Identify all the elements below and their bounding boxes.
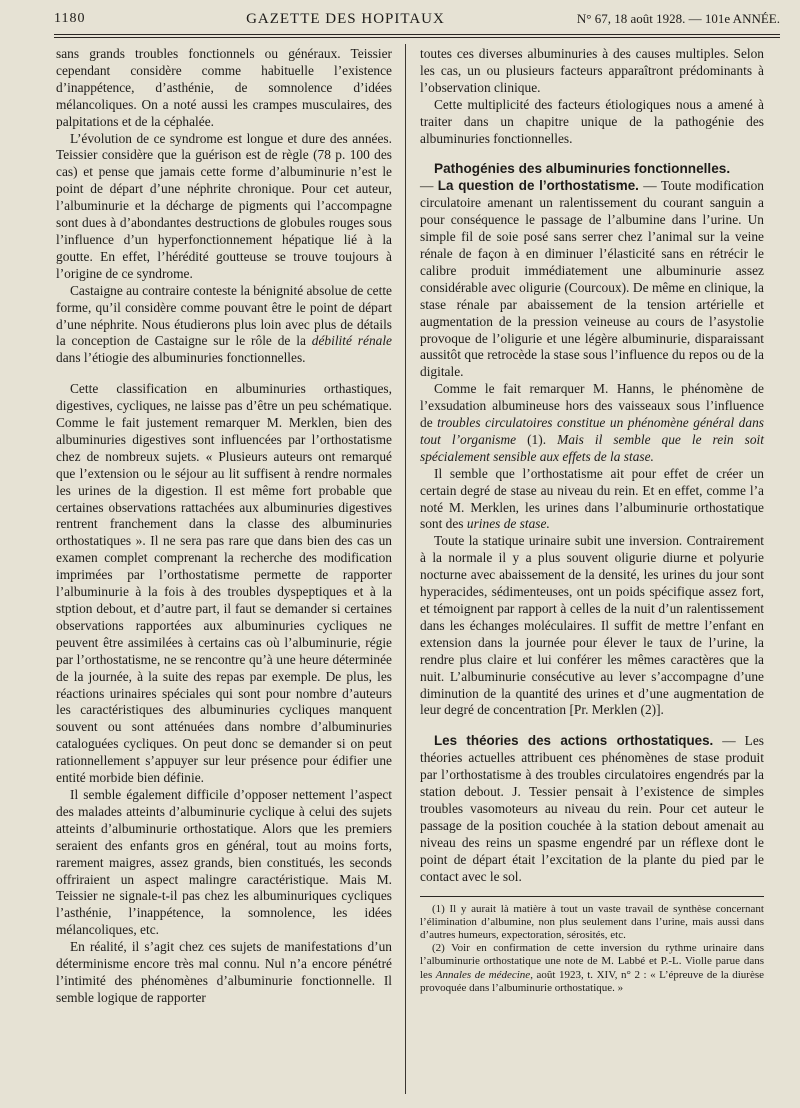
paragraph: toutes ces diverses albuminuries à des causes multiples. Selon les cas, un ou plusieurs facteurs apparaîtront prédominants à l’observation clinique. [420,46,764,95]
text-run: Toute modification circulatoire amenant un ralentissement du courant sanguin a pour conséquence le passage de l’albumine dans l’urine. Un simple fil de soie posé sans serrer chez l’animal sur la veine rénale de façon à en diminuer l’élasticité sans en rétrécir le calibre produit immédiatement une albuminurie assez considérable avec oligurie (Courcoux). De même en clinique, la stase rénale par abaissement de la tension artérielle et augmentation de la pression veineuse au cours de l’asystolie provoque de l’oligurie et une légère albuminurie, disparaissant aussitôt que retrocède la stase sous l’influence du repos ou de la digitale. [420,178,764,380]
issue-info: N° 67, 18 août 1928. — 101e ANNÉE. [576,11,780,26]
spacer [56,367,392,381]
paragraph [420,381,764,466]
text-run: dans l’étiogie des albuminuries fonctionnelles. [56,350,306,366]
italic-term: Mais il semble que le rein soit spécialement sensible aux effets de la stase. [420,431,764,464]
italic-term: débilité rénale [311,333,392,349]
text-run: (2) Voir en confirmation de cette inversion du rythme urinaire dans l’albuminurie orthostatique une note de M. Labbé et P.-L. Violle parue dans les [420,942,764,981]
italic-term: Annales de médecine [435,968,531,981]
page-number: 1180 [54,11,86,26]
paragraph: En réalité, il s’agit chez ces sujets de manifestations d’un déterminisme encore très mal connu. Nul n’a encore pénétré l’intimité des phénomènes d’albuminurie fonctionnelle. Il semble logique de rapporter [56,939,392,1005]
subsection-heading: La question de l’orthostatisme. [437,178,639,194]
paragraph: Cette classification en albuminuries orthastiques, digestives, cycliques, ne laisse pas d’être un peu schématique. Comme le fait justement remarquer M. Merklen, bien des albuminuries digestives sont influencées par l’orthostatisme chez de nombreux sujets. « Plusieurs auteurs ont remarqué que l’extension ou le séjour au lit suffisent à rendre normales les urines de la digestion. Il est même fort probable que certaines observations rattachées aux albuminuries digestives rentrent franchement dans la classe des albuminuries orthostatiques ». Il ne sera pas rare que dans bien des cas un examen complet comprenant la recherche des modification imprimées par l’orthostatisme permette de rapporter l’albuminurie à la fois à des troubles dyspeptiques et à la stption debout, et d’autre part, il faut se demander si certaines observations rapportées aux albuminuries cycliques ne peuvent être assimilées à certains cas où l’albuminurie, régie par l’orthostatisme, ne se rencontre qu’à une heure déterminée de la journée, à la suite des repas par exemple. De plus, les réactions urinaires spéciales qui sont pour nombre d’auteurs les caractéristiques des albuminuries cycliques manquent souvent ou sont atténuées dans nombre d’albuminuries cataloguées cycliques. On peut donc se demander si on peut rationnellement s’appuyer sur leur présence pour édifier une entité morbide bien définie. [56,381,392,786]
journal-title: GAZETTE DES HOPITAUX [246,10,445,27]
spacer [420,719,764,733]
text-run: , août 1923, t. XIV, n° 2 : « L’épreuve de la diurèse provoquée dans l’albuminurie orthostatique. » [420,968,764,994]
paragraph: Il semble également difficile d’opposer nettement l’aspect des malades atteints d’albuminurie cyclique à celui des sujets atteints d’albuminurie orthostatique. Alors que les premiers seraient des enfants gros en général, tout au moins forts, rarement maigres, assez grands, bien constitués, les seconds offriraient un aspect malingre caractéristique. Mais M. Teissier ne signale-t-il pas chez les albuminuriques cycliques l’asthénie, l’inappétence, la somnolence, les idées mélancoliques, etc. [56,786,392,938]
spacer [420,147,764,161]
column-divider [405,44,406,1094]
subsection-heading: Les théories des actions orthostatiques. [434,733,714,749]
italic-term: troubles circulatoires constitue un phénomène général dans tout l’organisme [420,415,764,447]
running-header [54,8,780,30]
footnote [420,942,764,995]
footnote-rule [420,896,764,897]
section-paragraph: Pathogénies des albuminuries fonctionnelles. — La question de l’orthostatisme. — Toute modification circulatoire amenant un ralentissement du courant sanguin a pour conséquence le passage de l’albumine dans l’urine. Un simple fil de soie posé sans serrer chez l’animal sur la veine rénale de façon à en diminuer l’élasticité sans en rétrécir le calibre produit immédiatement une albuminurie assez considérable avec oligurie (Courcoux). De même en clinique, la stase rénale par abaissement de la tension artérielle et augmentation de la pression veineuse au cours de l’asystolie provoque de l’oligurie et une légère albuminurie, disparaissant aussitôt que retrocède la stase sous l’influence du repos ou de la digitale. [420,161,764,380]
text-run: Comme le fait remarquer M. Hanns, le phénomène de l’exsudation albumineuse hors des vaisseaux sous l’influence de [420,381,764,431]
header-rule [54,34,780,38]
text-run: Il semble que l’orthostatisme ait pour effet de créer un certain degré de stase au niveau du rein. Et en effet, comme l’a noté M. Merklen, les urines dans l’albuminurie orthostatique sont des [420,465,764,532]
paragraph [420,466,764,534]
italic-term: urines de stase. [466,516,550,532]
paragraph: Toute la statique urinaire subit une inversion. Contrairement à la normale il y a plus souvent oligurie diurne et polyurie nocturne avec abaissement de la densité, les urines du jour sont hyperacides, sédimenteuses, ont un poids spécifique assez fort, et témoignent par rapport à celles de la nuit d’un ralentissement dans les échanges moléculaires. Il suffit de mettre l’enfant en extension dans la journée pour élever le taux de l’urine, la rendre plus claire et lui conférer les mêmes caractères que la nuit. L’albuminurie consécutive au lever s’accompagne d’une diminution de la quantité des urines et d’une augmentation de leur degré de concentration [Pr. Merklen (2)]. [420,533,764,718]
section-heading: Pathogénies des albuminuries fonctionnelles. [434,161,731,177]
text-run: Castaigne au contraire conteste la bénignité absolue de cette forme, qu’il considère comme pouvant être le point de départ d’une néphrite. Nous étudierons plus loin avec plus de détails la conception de Castaigne sur le rôle de la [56,282,392,349]
paragraph: sans grands troubles fonctionnels ou généraux. Teissier cependant considère comme habituelle l’existence d’inappétence, d’asthénie, de somnolence d’idées mélancoliques. On a noté aussi les crampes musculaires, des palpitations et de la céphalée. [56,46,392,129]
paragraph: L’évolution de ce syndrome est longue et dure des années. Teissier considère que la guérison est de règle (78 p. 100 des cas) et pense que jamais cette forme d’albuminurie n’est le point de départ d’une néphrite chronique. Pour cet auteur, l’albuminurie et la décharge de pigments qui l’accompagne sont dues à d’abondantes destructions de globules rouges sous l’influence d’un hyperfonctionnement hépatique lié à la goutte. En effet, l’hérédité goutteuse se trouve toujours à l’origine de ce syndrome. [56,130,392,281]
left-column [56,46,392,1007]
paragraph [56,283,392,368]
paragraph: Cette multiplicité des facteurs étiologiques nous a amené à traiter dans un chapitre unique de la pathogénie des albuminuries fonctionnelles. [420,96,764,146]
text-run: (1). [516,431,558,447]
footnote: (1) Il y aurait là matière à tout un vaste travail de synthèse concernant l’élimination d’albumine, non plus seulement dans l’urine, mais aussi dans d’autres humeurs, expectoration, sérosités, etc. [420,902,764,941]
right-column [420,46,764,995]
paragraph: Les théories des actions orthostatiques. — Les théories actuelles attribuent ces phénomènes de stase produit par l’orthostatisme à des troubles circulatoires engendrés par la station debout. J. Tessier pensait à l’existence de simples troubles vasomoteurs au niveau du rein. Pour cet auteur le passage de la position couchée à la station debout amenait au niveau des reins un spasme engendré par un réflexe dont le point de départ était l’excitation de la plante du pied par le contact avec le sol. [420,733,764,884]
text-run: Les théories actuelles attribuent ces phénomènes de stase produit par l’orthostatisme à des troubles circulatoires engendrés par la station debout. J. Tessier pensait à l’existence de simples troubles vasomoteurs au niveau du rein. Pour cet auteur le passage de la position couchée à la station debout amenait au niveau des reins un spasme engendré par un réflexe dont le point de départ était l’excitation de la plante du pied par le contact avec le sol. [420,733,764,884]
